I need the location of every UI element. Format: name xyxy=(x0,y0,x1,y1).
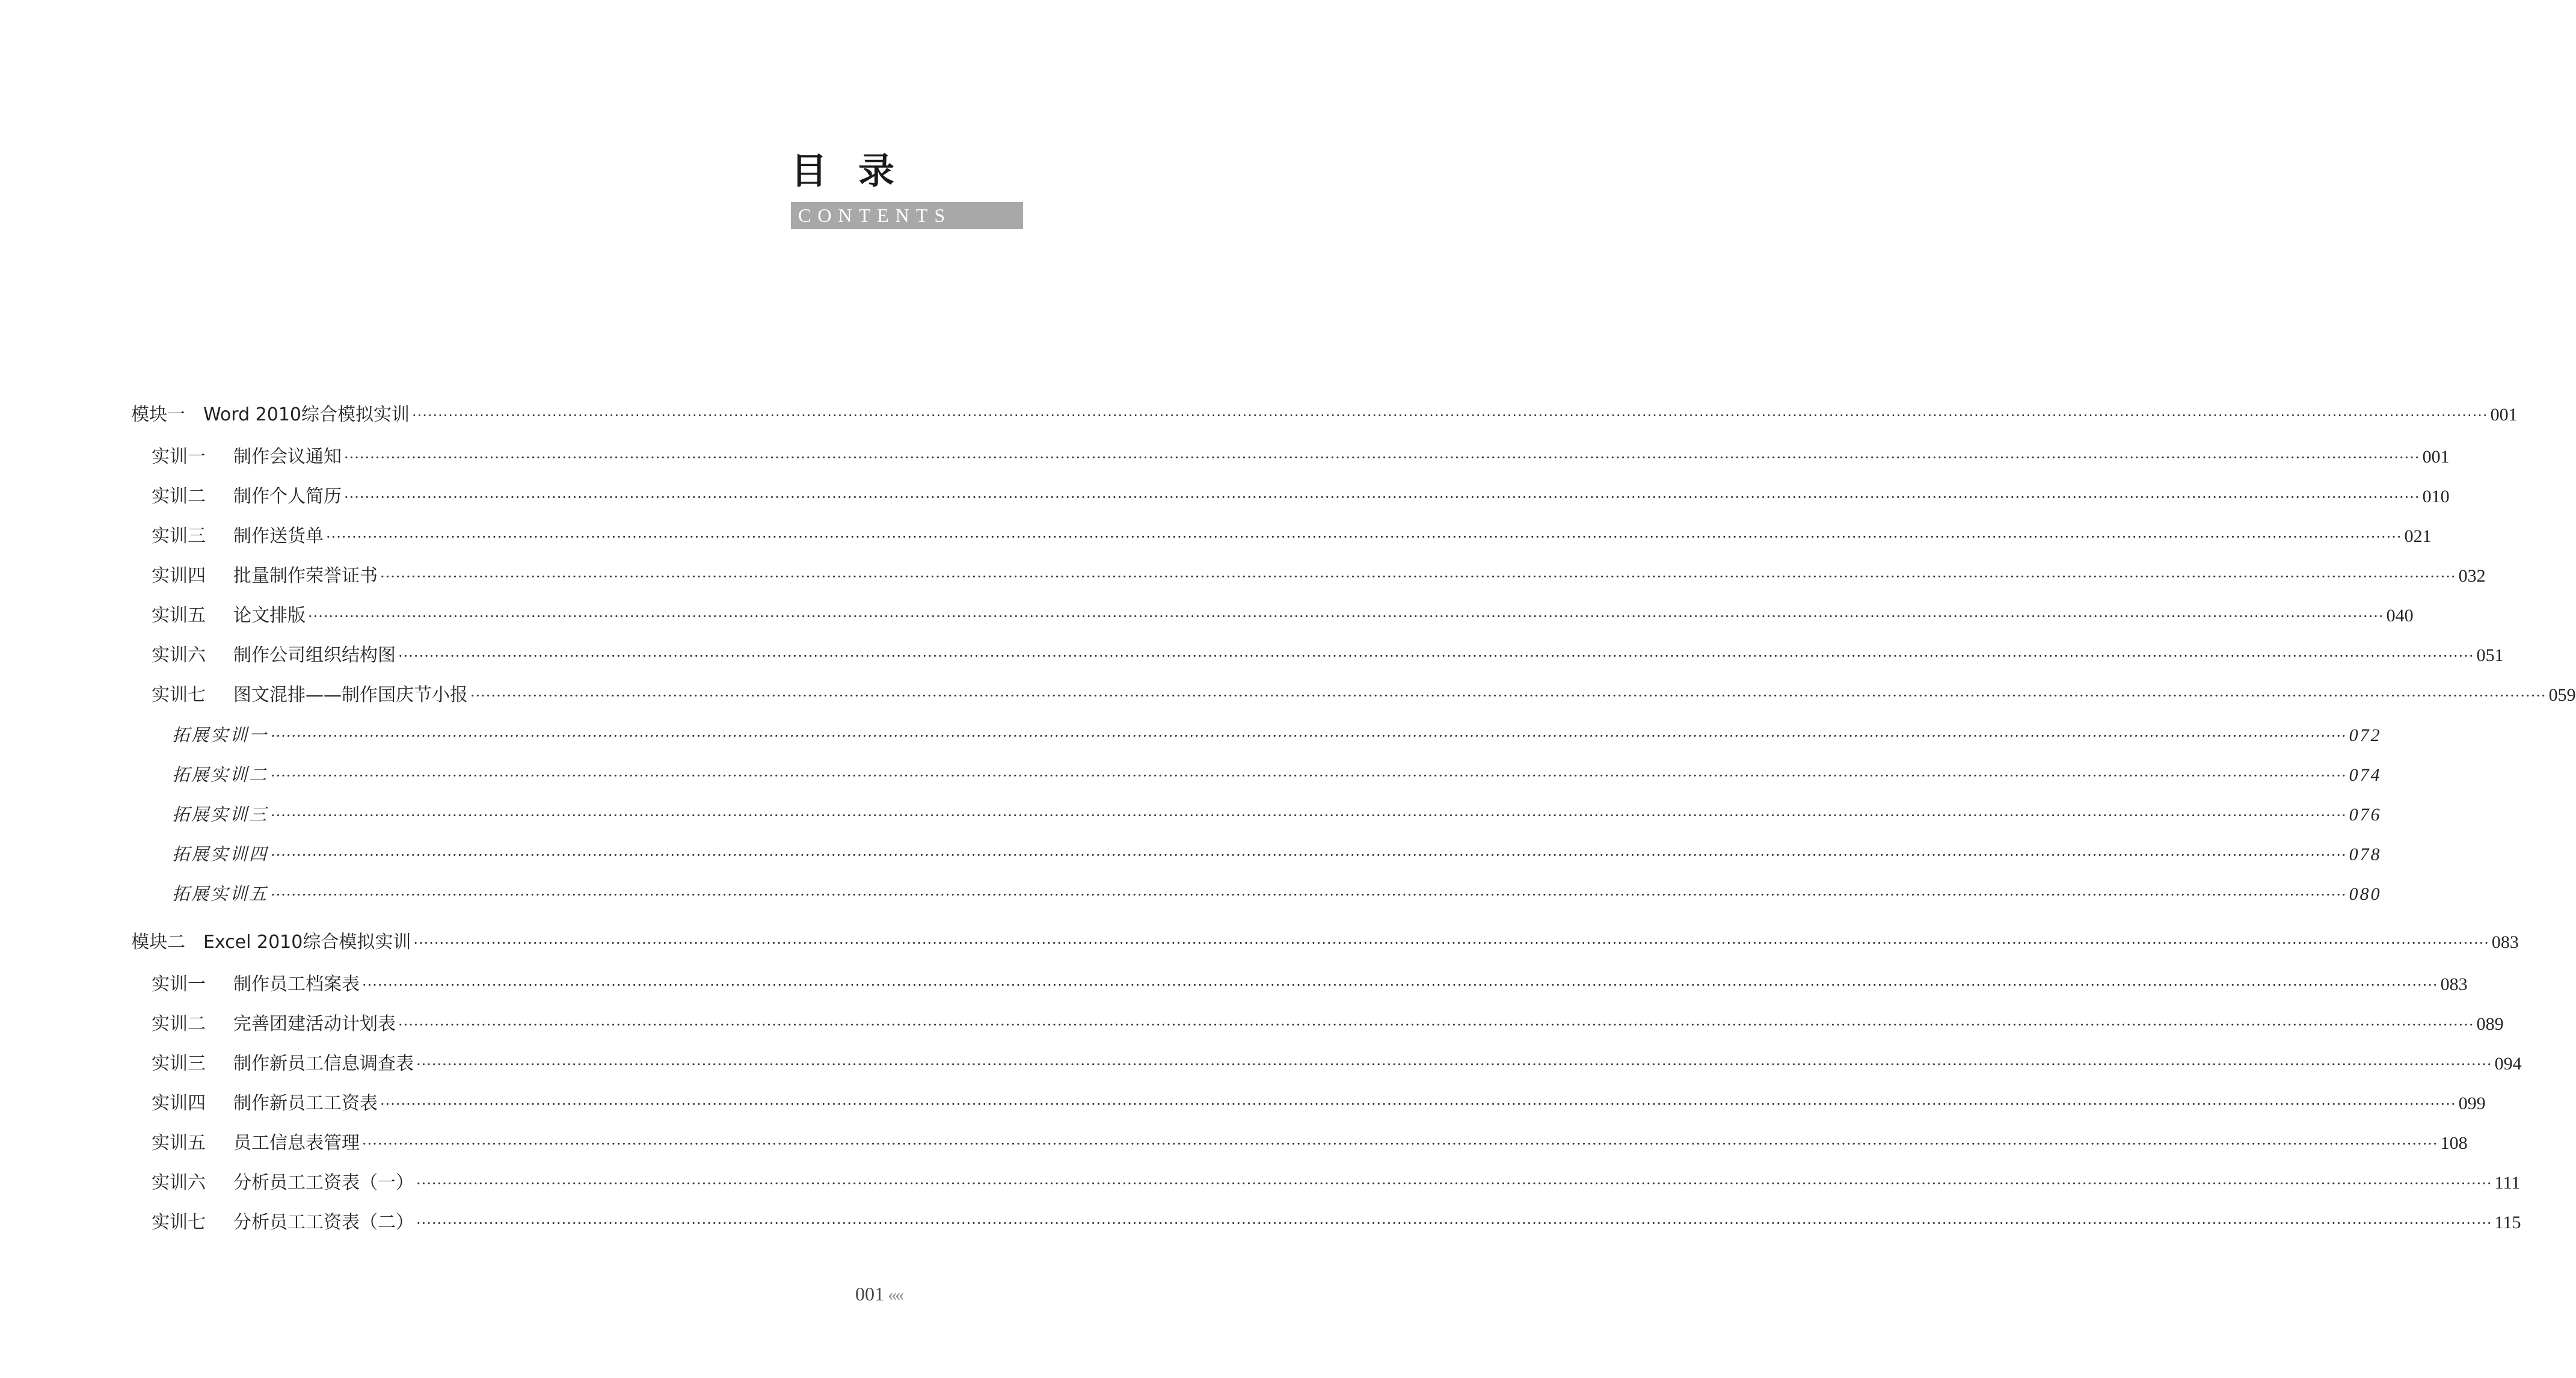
toc-leader-dots: ················································································································································································································································································································································································································ xyxy=(470,687,2547,704)
toc-leader-dots: ················································································································································································································································································································································································································ xyxy=(308,608,2384,625)
toc-entry-number: 实训六 xyxy=(152,645,206,666)
toc-entry-title: 分析员工工资表（一） xyxy=(233,1172,414,1193)
toc-entry-label: 拓展实训五 xyxy=(172,884,269,904)
toc-entry-label xyxy=(152,596,306,636)
toc-entry-title: 论文排版 xyxy=(233,605,306,626)
toc-page-number: 083 xyxy=(2440,974,2468,994)
toc-entry-label: 拓展实训二 xyxy=(172,764,269,785)
toc-lesson-entry[interactable] xyxy=(131,1124,2468,1163)
toc-lesson-entry[interactable] xyxy=(131,556,2486,596)
toc-entry-title: 批量制作荣誉证书 xyxy=(233,565,378,586)
toc-entry-title: 完善团建活动计划表 xyxy=(233,1014,396,1035)
toc-page-number: 115 xyxy=(2494,1213,2521,1232)
toc-entry-title: 制作新员工工资表 xyxy=(233,1093,378,1114)
toc-entry-label xyxy=(152,675,468,715)
toc-page-number: 001 xyxy=(2422,447,2450,467)
toc-page-number: 080 xyxy=(2349,884,2382,904)
toc-lesson-entry[interactable] xyxy=(131,1203,2521,1243)
page-number: 001 xyxy=(855,1283,884,1305)
toc-leader-dots: ················································································································································································································································································································································································································ xyxy=(412,407,2488,424)
toc-entry-label xyxy=(152,517,324,556)
toc-entry-label xyxy=(152,1044,414,1084)
toc-module-entry[interactable] xyxy=(131,920,2519,965)
toc-leader-dots: ················································································································································································································································································································································································································ xyxy=(398,1017,2474,1033)
toc-lesson-entry[interactable] xyxy=(131,1004,2504,1044)
page-footer xyxy=(855,1283,902,1305)
page-subtitle: CONTENTS xyxy=(798,205,952,226)
toc-page-number: 089 xyxy=(2476,1014,2504,1034)
toc-leader-dots: ················································································································································································································································································································································································································ xyxy=(380,1096,2456,1113)
toc-entry-number: 实训二 xyxy=(152,486,206,507)
toc-entry-title: 制作个人简历 xyxy=(233,486,342,507)
toc-entry-label xyxy=(152,965,360,1004)
toc-lesson-entry[interactable] xyxy=(131,1044,2522,1084)
toc-entry-number: 实训二 xyxy=(152,1014,206,1035)
toc-entry-number: 实训四 xyxy=(152,1093,206,1114)
toc-page-number: 051 xyxy=(2476,645,2504,665)
toc-page-number: 108 xyxy=(2440,1133,2468,1153)
toc-entry-number: 实训五 xyxy=(152,1133,206,1154)
toc-entry-label: 拓展实训一 xyxy=(172,725,269,745)
toc-leader-dots: ················································································································································································································································································································································································································ xyxy=(362,1136,2438,1152)
toc-entry-label xyxy=(152,636,396,675)
toc-entry-label xyxy=(152,1004,396,1044)
toc-entry-number: 实训四 xyxy=(152,565,206,586)
toc-entry-title: 制作公司组织结构图 xyxy=(233,645,396,666)
toc-page-number: 111 xyxy=(2494,1173,2521,1193)
toc-entry-label: 模块二 Excel 2010综合模拟实训 xyxy=(131,932,411,953)
toc-leader-dots: ················································································································································································································································································································································································································ xyxy=(416,1215,2492,1232)
toc-entry-number: 实训一 xyxy=(152,974,206,995)
arrow-decoration-icon: ‹‹‹‹ xyxy=(888,1285,902,1305)
toc-leader-dots: ················································································································································································································································································································································································································ xyxy=(271,767,2347,784)
toc-page-number: 021 xyxy=(2404,526,2432,546)
toc-lesson-entry[interactable] xyxy=(131,675,2576,715)
toc-lesson-entry[interactable] xyxy=(131,1163,2521,1203)
toc-page-number: 094 xyxy=(2494,1054,2522,1074)
toc-extension-entry[interactable] xyxy=(131,715,2382,755)
toc-page-number: 059 xyxy=(2548,685,2576,705)
toc-entry-title: 分析员工工资表（二） xyxy=(233,1212,414,1233)
toc-lesson-entry[interactable] xyxy=(131,965,2468,1004)
toc-entry-label xyxy=(152,1084,378,1124)
toc-entry-title: 员工信息表管理 xyxy=(233,1133,360,1154)
toc-leader-dots: ················································································································································································································································································································································································································ xyxy=(344,489,2420,506)
toc-page-number: 074 xyxy=(2349,765,2382,785)
toc-lesson-entry[interactable] xyxy=(131,1084,2486,1124)
toc-leader-dots: ················································································································································································································································································································································································································ xyxy=(416,1056,2492,1073)
toc-lesson-entry[interactable] xyxy=(131,636,2504,675)
toc-lesson-entry[interactable] xyxy=(131,437,2450,477)
toc-entry-number: 实训一 xyxy=(152,446,206,467)
toc-entry-label: 模块一 Word 2010综合模拟实训 xyxy=(131,404,410,425)
toc-entry-title: 图文混排——制作国庆节小报 xyxy=(233,684,468,706)
toc-lesson-entry[interactable] xyxy=(131,477,2450,517)
toc-entry-number: 实训七 xyxy=(152,684,206,706)
toc-entry-title: 制作员工档案表 xyxy=(233,974,360,995)
toc-page-number: 001 xyxy=(2490,405,2518,425)
toc-leader-dots: ················································································································································································································································································································································································································ xyxy=(362,977,2438,994)
toc-lesson-entry[interactable] xyxy=(131,596,2414,636)
toc-page-number: 078 xyxy=(2349,844,2382,864)
toc-entry-title: 制作送货单 xyxy=(233,526,324,547)
toc-leader-dots: ················································································································································································································································································································································································································ xyxy=(271,807,2347,824)
toc-leader-dots: ················································································································································································································································································································································································································ xyxy=(416,1175,2492,1192)
contents-header xyxy=(791,150,1023,229)
toc-entry-title: 制作会议通知 xyxy=(233,446,342,467)
toc-entry-number: 实训五 xyxy=(152,605,206,626)
toc-entry-number: 实训三 xyxy=(152,526,206,547)
toc-leader-dots: ················································································································································································································································································································································································································ xyxy=(398,648,2474,665)
toc-entry-label xyxy=(152,437,342,477)
toc-extension-entry[interactable] xyxy=(131,795,2382,834)
toc-extension-entry[interactable] xyxy=(131,874,2382,914)
toc-leader-dots: ················································································································································································································································································································································································································ xyxy=(413,935,2489,952)
toc-entry-number: 实训三 xyxy=(152,1053,206,1074)
toc-leader-dots: ················································································································································································································································································································································································································ xyxy=(380,568,2456,585)
toc-entry-label xyxy=(152,556,378,596)
toc-entry-label: 拓展实训四 xyxy=(172,844,269,864)
toc-leader-dots: ················································································································································································································································································································································································································ xyxy=(271,728,2347,745)
toc-page-number: 072 xyxy=(2349,725,2382,745)
toc-page-number: 040 xyxy=(2386,606,2414,626)
toc-entry-title: 制作新员工信息调查表 xyxy=(233,1053,414,1074)
toc-entry-number: 实训七 xyxy=(152,1212,206,1233)
toc-leader-dots: ················································································································································································································································································································································································································ xyxy=(271,887,2347,903)
toc-leader-dots: ················································································································································································································································································································································································································ xyxy=(326,529,2402,546)
contents-subtitle-bar xyxy=(791,202,1023,229)
toc-module-entry[interactable] xyxy=(131,392,2518,437)
toc-entry-label xyxy=(152,1203,414,1243)
toc-entry-label xyxy=(152,1163,414,1203)
toc-extension-entry[interactable] xyxy=(131,755,2382,795)
toc-entry-label xyxy=(152,1124,360,1163)
toc-page-number: 010 xyxy=(2422,487,2450,506)
toc-leader-dots: ················································································································································································································································································································································································································ xyxy=(271,847,2347,864)
toc-page-number: 083 xyxy=(2491,932,2519,952)
toc-entry-label xyxy=(152,477,342,517)
toc-entry-label: 拓展实训三 xyxy=(172,804,269,825)
toc-page-number: 099 xyxy=(2458,1093,2486,1113)
page-title: 目录 xyxy=(791,150,926,192)
toc-extension-entry[interactable] xyxy=(131,834,2382,874)
toc-entry-number: 实训六 xyxy=(152,1172,206,1193)
toc-page-number: 032 xyxy=(2458,566,2486,586)
table-of-contents xyxy=(131,392,2576,1243)
toc-leader-dots: ················································································································································································································································································································································································································ xyxy=(344,449,2420,466)
toc-page-number: 076 xyxy=(2349,805,2382,825)
toc-lesson-entry[interactable] xyxy=(131,517,2432,556)
